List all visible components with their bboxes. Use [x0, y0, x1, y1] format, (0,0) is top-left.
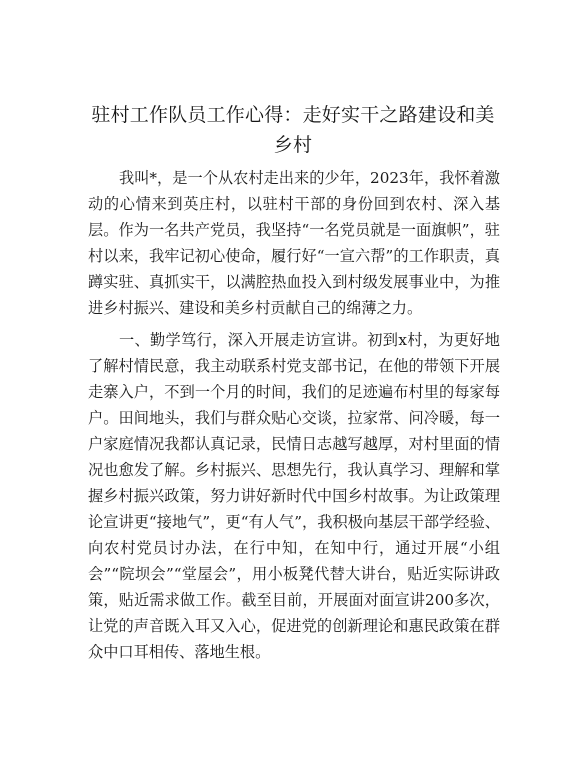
document-title: 驻村工作队员工作心得：走好实干之路建设和美乡村	[91, 104, 495, 156]
body-paragraph-1: 我叫*，是一个从农村走出来的少年，2023年，我怀着激动的心情来到英庄村，以驻村干部的身份回到农村、深入基层。作为一名共产党员，我坚持“一名党员就是一面旗帜”，驻村以来，我牢记初心使命，履行好“一宣六帮”的工作职责，真蹲实驻、真抓实干，以满腔热血投入到村级发展事业中，为推进乡村振兴、建设和美乡村贡献自己的绵薄之力。	[88, 169, 500, 317]
body-paragraph-2: 一、勤学笃行，深入开展走访宣讲。初到x村，为更好地了解村情民意，我主动联系村党支部书记，在他的带领下开展走寨入户，不到一个月的时间，我们的足迹遍布村里的每家每户。田间地头，我们与群众贴心交谈，拉家常、问冷暖，每一户家庭情况我都认真记录，民情日志越写越厚，对村里面的情况也愈发了解。乡村振兴、思想先行，我认真学习、理解和掌握乡村振兴政策，努力讲好新时代中国乡村故事。为让政策理论宣讲更“接地气”，更“有人气”，我积极向基层干部学经验、向农村党员讨办法，在行中知，在知中行，通过开展“小组会”“院坝会”“堂屋会”，用小板凳代替大讲台，贴近实际讲政策，贴近需求做工作。截至目前，开展面对面宣讲200多次，让党的声音既入耳又入心，促进党的创新理论和惠民政策在群众中口耳相传、落地生根。	[88, 331, 500, 661]
